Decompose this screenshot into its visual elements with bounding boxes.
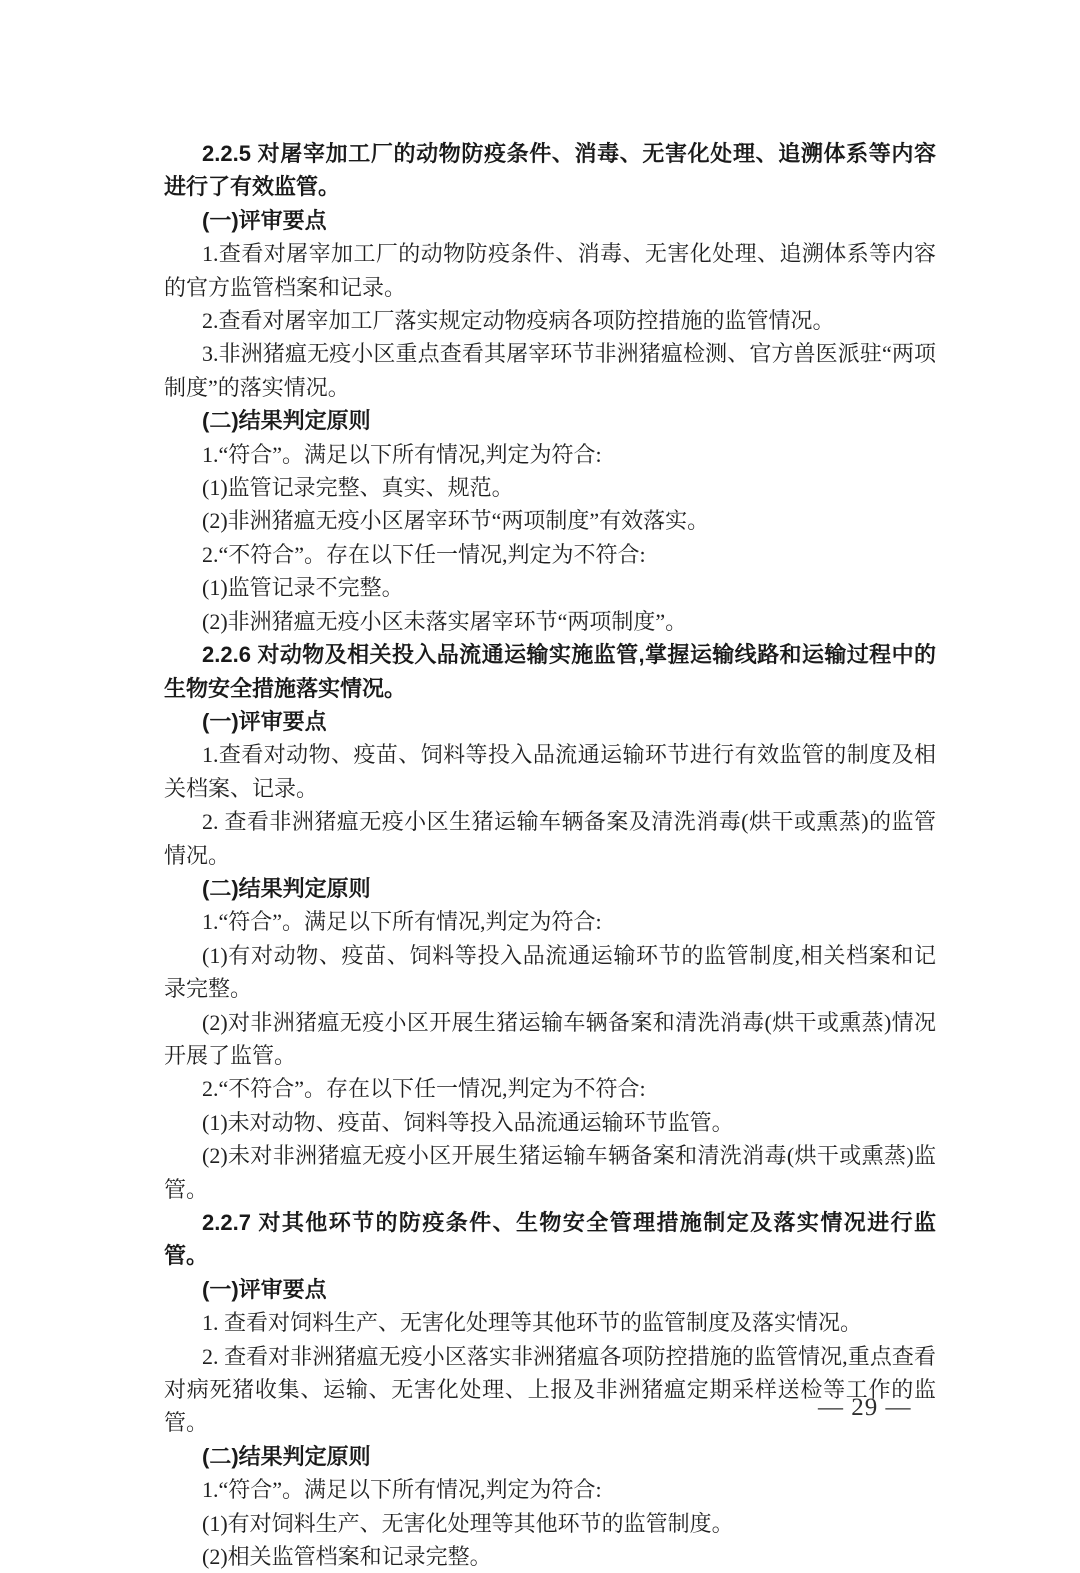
section-heading: 2.2.6 对动物及相关投入品流通运输实施监管,掌握运输线路和运输过程中的生物安全措施落实情况。 <box>164 642 936 701</box>
section-heading: 2.2.5 对屠宰加工厂的动物防疫条件、消毒、无害化处理、追溯体系等内容进行了有效监管。 <box>164 141 936 200</box>
section-2-2-6 <box>164 638 936 1206</box>
body-paragraph: (1)有对动物、疫苗、饲料等投入品流通运输环节的监管制度,相关档案和记录完整。 <box>164 942 936 1002</box>
body-paragraph: (2)对非洲猪瘟无疫小区开展生猪运输车辆备案和清洗消毒(烘干或熏蒸)情况开展了监管。 <box>164 1009 936 1068</box>
section-2-2-5 <box>164 137 936 638</box>
body-paragraph: 1. 查看对饲料生产、无害化处理等其他环节的监管制度及落实情况。 <box>202 1310 863 1336</box>
subheading-judgment-principles: (二)结果判定原则 <box>202 408 371 434</box>
body-paragraph: (1)监管记录完整、真实、规范。 <box>202 475 514 501</box>
body-paragraph: 1.“符合”。满足以下所有情况,判定为符合: <box>202 1477 602 1503</box>
subheading-review-points: (一)评审要点 <box>202 708 327 734</box>
body-paragraph: 3.非洲猪瘟无疫小区重点查看其屠宰环节非洲猪瘟检测、官方兽医派驻“两项制度”的落实情况。 <box>164 341 936 400</box>
body-paragraph: (2)非洲猪瘟无疫小区未落实屠宰环节“两项制度”。 <box>202 608 688 634</box>
body-paragraph: (1)有对饲料生产、无害化处理等其他环节的监管制度。 <box>202 1510 734 1536</box>
document-content <box>164 137 936 1573</box>
body-paragraph: (2)非洲猪瘟无疫小区屠宰环节“两项制度”有效落实。 <box>202 508 710 534</box>
subheading-review-points: (一)评审要点 <box>202 1276 327 1302</box>
body-paragraph: 1.查看对动物、疫苗、饲料等投入品流通运输环节进行有效监管的制度及相关档案、记录。 <box>164 742 936 801</box>
section-heading: 2.2.7 对其他环节的防疫条件、生物安全管理措施制定及落实情况进行监管。 <box>164 1210 936 1269</box>
subheading-judgment-principles: (二)结果判定原则 <box>202 1443 371 1469</box>
body-paragraph: 1.“符合”。满足以下所有情况,判定为符合: <box>202 441 602 467</box>
body-paragraph: 2.“不符合”。存在以下任一情况,判定为不符合: <box>202 1076 646 1102</box>
section-2-2-7 <box>164 1206 936 1573</box>
body-paragraph: (2)相关监管档案和记录完整。 <box>202 1544 492 1570</box>
body-paragraph: (2)未对非洲猪瘟无疫小区开展生猪运输车辆备案和清洗消毒(烘干或熏蒸)监管。 <box>164 1143 936 1202</box>
body-paragraph: 2. 查看非洲猪瘟无疫小区生猪运输车辆备案及清洗消毒(烘干或熏蒸)的监管情况。 <box>164 809 936 868</box>
subheading-judgment-principles: (二)结果判定原则 <box>202 875 371 901</box>
body-paragraph: (1)未对动物、疫苗、饲料等投入品流通运输环节监管。 <box>202 1109 734 1135</box>
body-paragraph: 2.查看对屠宰加工厂落实规定动物疫病各项防控措施的监管情况。 <box>202 308 835 334</box>
body-paragraph: 2.“不符合”。存在以下任一情况,判定为不符合: <box>202 541 646 567</box>
body-paragraph: 2. 查看对非洲猪瘟无疫小区落实非洲猪瘟各项防控措施的监管情况,重点查看对病死猪收集、运输、无害化处理、上报及非洲猪瘟定期采样送检等工作的监管。 <box>164 1343 936 1436</box>
subheading-review-points: (一)评审要点 <box>202 207 327 233</box>
body-paragraph: (1)监管记录不完整。 <box>202 575 404 601</box>
page-number: — 29 — <box>818 1394 912 1421</box>
body-paragraph: 1.查看对屠宰加工厂的动物防疫条件、消毒、无害化处理、追溯体系等内容的官方监管档案和记录。 <box>164 241 936 300</box>
body-paragraph: 1.“符合”。满足以下所有情况,判定为符合: <box>202 909 602 935</box>
